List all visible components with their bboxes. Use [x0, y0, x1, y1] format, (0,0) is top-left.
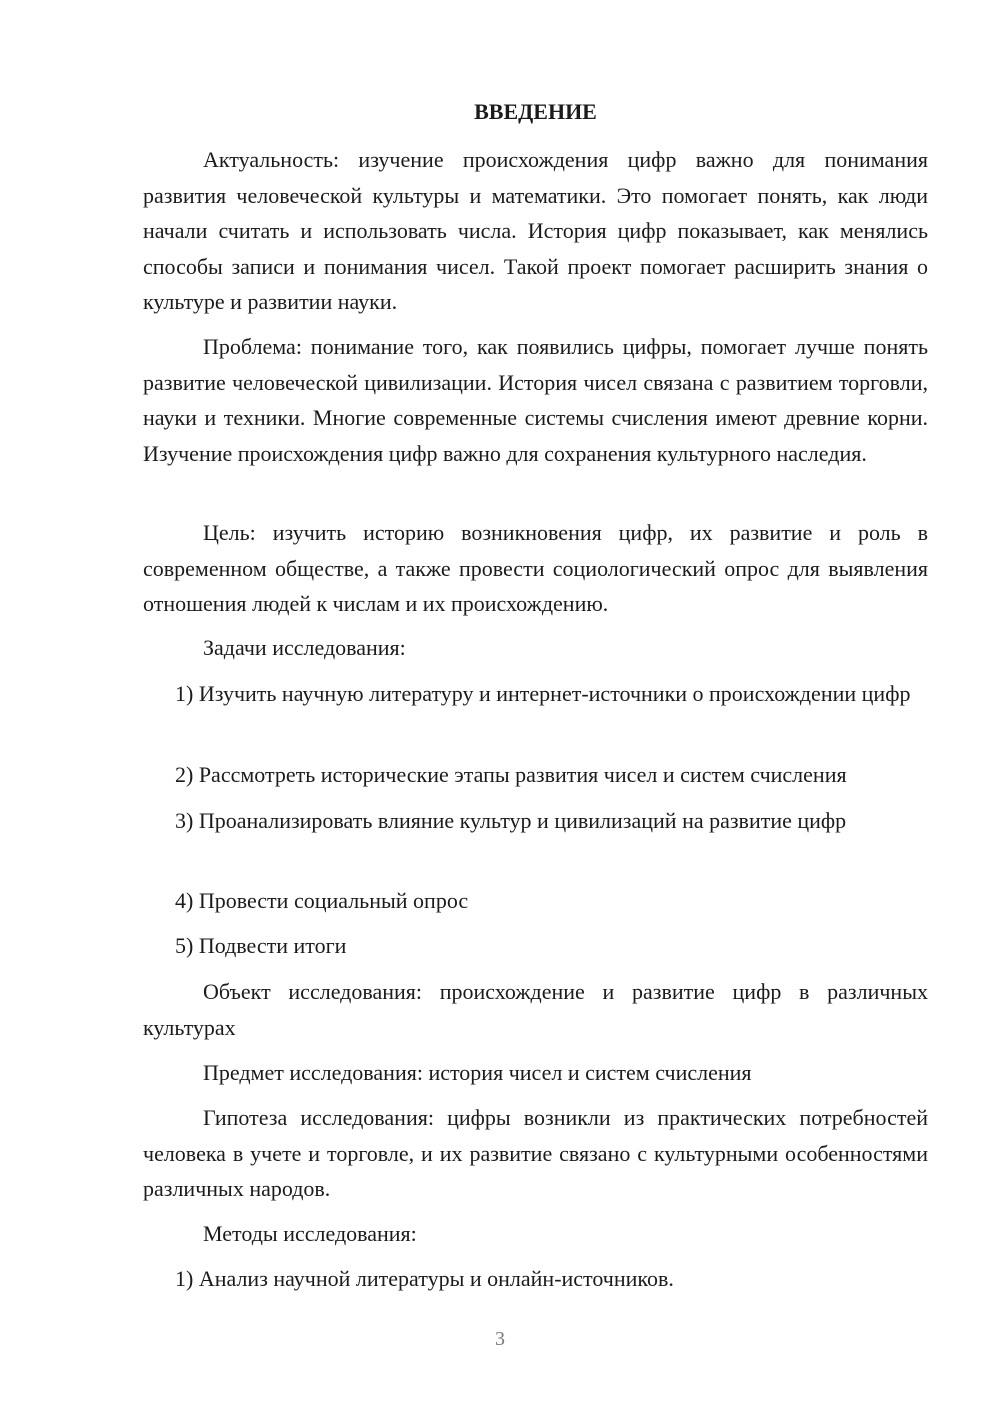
list-item-method-1 — [143, 1261, 928, 1297]
paragraph-text: Задачи исследования: — [203, 635, 406, 660]
list-item-text: 2) Рассмотреть исторические этапы развития чисел и систем счисления — [175, 762, 847, 787]
paragraph-text: Гипотеза исследования: цифры возникли из практических потребностей человека в учете и торговле, и их развитие связано с культурными особенностями различных народов. — [143, 1105, 928, 1201]
list-item-task-3 — [143, 803, 928, 839]
paragraph-hypothesis — [143, 1100, 928, 1207]
paragraph-text: Объект исследования: происхождение и развитие цифр в различных культурах — [143, 979, 928, 1040]
paragraph-tasks-heading — [143, 630, 928, 666]
paragraph-text: Проблема: понимание того, как появились цифры, помогает лучше понять развитие человеческой цивилизации. История чисел связана с развитием торговли, науки и техники. Многие современные системы счисления имеют древние корни. Изучение происхождения цифр важно для сохранения культурного наследия. — [143, 334, 928, 466]
list-item-text: 4) Провести социальный опрос — [175, 888, 469, 913]
paragraph-subject — [143, 1055, 928, 1091]
list-item-task-1 — [143, 676, 928, 712]
list-item-text: 5) Подвести итоги — [175, 933, 347, 958]
list-item-text: 1) Анализ научной литературы и онлайн-источников. — [175, 1266, 674, 1291]
paragraph-text: Методы исследования: — [203, 1221, 417, 1246]
paragraph-methods-heading — [143, 1216, 928, 1252]
paragraph-text: Цель: изучить историю возникновения цифр, их развитие и роль в современном обществе, а также провести социологический опрос для выявления отношения людей к числам и их происхождению. — [143, 520, 928, 616]
paragraph-relevance — [143, 142, 928, 320]
paragraph-goal — [143, 515, 928, 622]
paragraph-text: Актуальность: изучение происхождения цифр важно для понимания развития человеческой культуры и математики. Это помогает понять, как люди начали считать и использовать числа. История цифр показывает, как менялись способы записи и понимания чисел. Такой проект помогает расширить знания о культуре и развитии науки. — [143, 147, 928, 314]
paragraph-object — [143, 974, 928, 1045]
list-item-text: 3) Проанализировать влияние культур и цивилизаций на развитие цифр — [175, 808, 847, 833]
list-item-text: 1) Изучить научную литературу и интернет-источники о происхождении цифр — [175, 681, 911, 706]
list-item-task-4 — [143, 883, 928, 919]
list-item-task-5 — [143, 928, 928, 964]
paragraph-text: Предмет исследования: история чисел и систем счисления — [203, 1060, 752, 1085]
paragraph-problem — [143, 329, 928, 471]
page-title: ВВЕДЕНИЕ — [474, 99, 597, 124]
list-item-task-2 — [143, 757, 928, 793]
page-number: 3 — [495, 1328, 505, 1350]
